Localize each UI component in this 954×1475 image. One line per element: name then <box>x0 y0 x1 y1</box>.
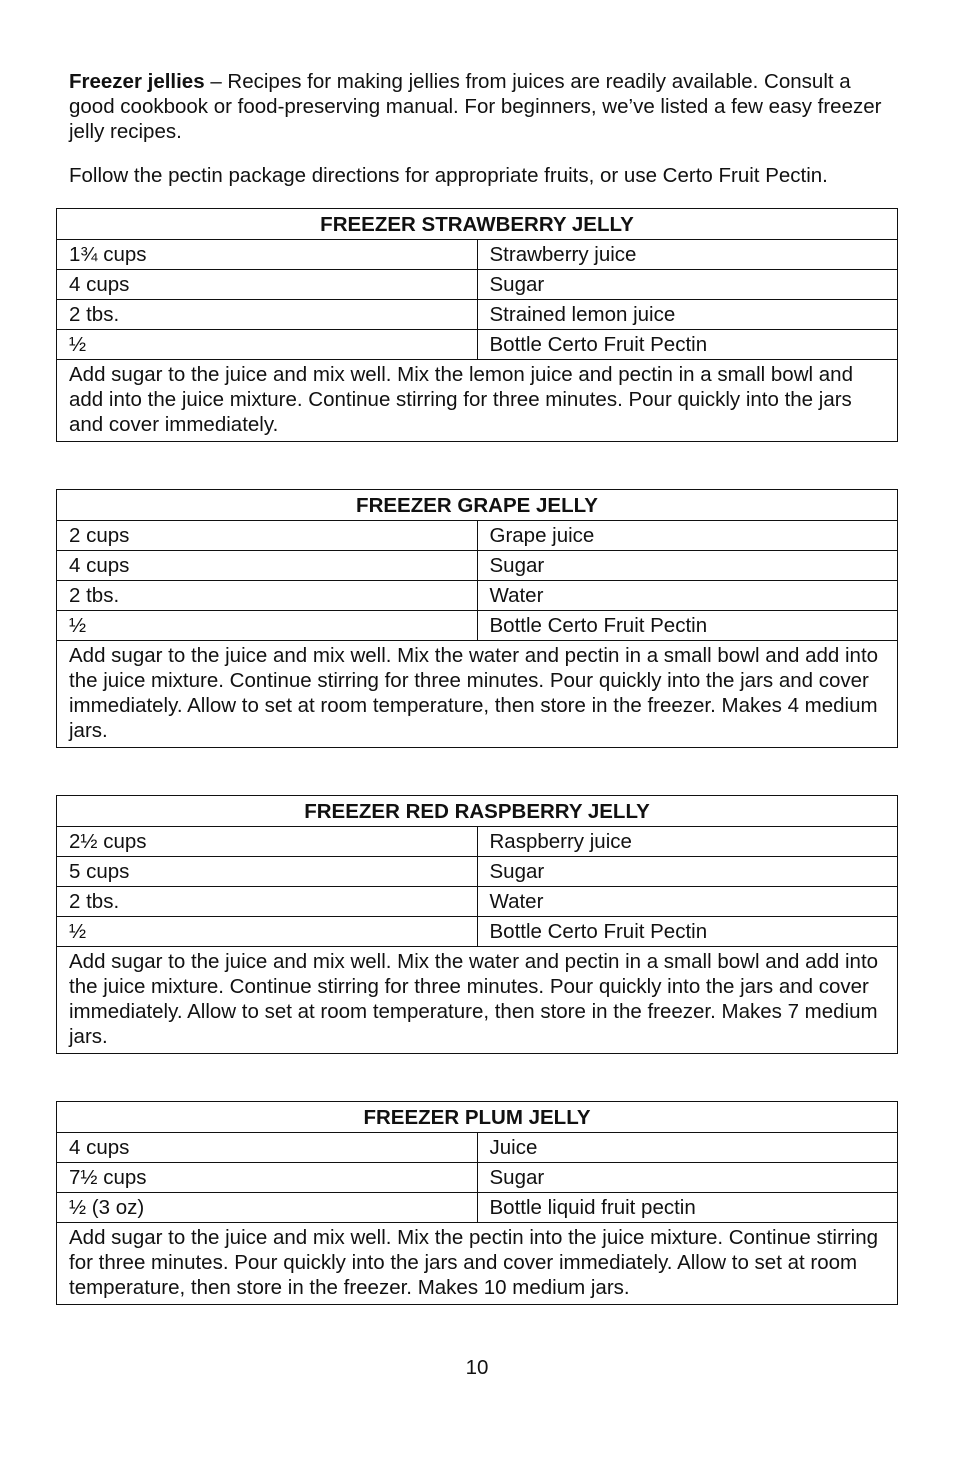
intro-text: – Recipes for making jellies from juices are readily available. Consult a good cookbook or food-preserving manual. For beginners, we’ve listed a few easy freezer jelly recipes. <box>69 70 882 143</box>
ingredient-item: Bottle Certo Fruit Pectin <box>477 917 898 947</box>
table-row <box>57 917 898 947</box>
recipe-instructions: Add sugar to the juice and mix well. Mix the lemon juice and pectin in a small bowl and add into the juice mixture. Continue stirring for three minutes. Pour quickly into the jars and cover immediately. <box>57 360 898 442</box>
table-row <box>57 1163 898 1193</box>
ingredient-item: Strained lemon juice <box>477 300 898 330</box>
ingredient-item: Sugar <box>477 270 898 300</box>
ingredient-amount: 2 cups <box>57 521 478 551</box>
recipe-table-red-raspberry <box>56 795 898 1054</box>
table-row <box>57 581 898 611</box>
table-row <box>57 887 898 917</box>
recipe-instructions: Add sugar to the juice and mix well. Mix the water and pectin in a small bowl and add into the juice mixture. Continue stirring for three minutes. Pour quickly into the jars and cover immediately. Allow to set at room temperature, then store in the freezer. Makes 4 medium jars. <box>57 641 898 748</box>
recipe-title: FREEZER RED RASPBERRY JELLY <box>57 796 898 827</box>
ingredient-amount: 5 cups <box>57 857 478 887</box>
intro-heading: Freezer jellies <box>69 70 205 93</box>
ingredient-item: Bottle Certo Fruit Pectin <box>477 611 898 641</box>
table-row <box>57 827 898 857</box>
ingredient-item: Sugar <box>477 1163 898 1193</box>
intro-paragraph <box>69 69 899 144</box>
ingredient-item: Grape juice <box>477 521 898 551</box>
follow-paragraph: Follow the pectin package directions for appropriate fruits, or use Certo Fruit Pectin. <box>69 164 828 187</box>
recipe-table-strawberry <box>56 208 898 442</box>
table-row <box>57 1193 898 1223</box>
ingredient-amount: ½ <box>57 611 478 641</box>
recipe-title: FREEZER PLUM JELLY <box>57 1102 898 1133</box>
ingredient-amount: 2½ cups <box>57 827 478 857</box>
ingredient-amount: 2 tbs. <box>57 887 478 917</box>
table-row <box>57 611 898 641</box>
ingredient-item: Bottle liquid fruit pectin <box>477 1193 898 1223</box>
ingredient-amount: ½ (3 oz) <box>57 1193 478 1223</box>
table-row <box>57 330 898 360</box>
table-row <box>57 857 898 887</box>
table-row <box>57 240 898 270</box>
ingredient-amount: ½ <box>57 917 478 947</box>
ingredient-item: Water <box>477 887 898 917</box>
recipe-title: FREEZER STRAWBERRY JELLY <box>57 209 898 240</box>
ingredient-item: Water <box>477 581 898 611</box>
ingredient-item: Strawberry juice <box>477 240 898 270</box>
ingredient-amount: ½ <box>57 330 478 360</box>
table-row <box>57 551 898 581</box>
recipe-instructions: Add sugar to the juice and mix well. Mix the water and pectin in a small bowl and add into the juice mixture. Continue stirring for three minutes. Pour quickly into the jars and cover immediately. Allow to set at room temperature, then store in the freezer. Makes 7 medium jars. <box>57 947 898 1054</box>
table-row <box>57 300 898 330</box>
table-row <box>57 521 898 551</box>
table-row <box>57 1133 898 1163</box>
ingredient-amount: 4 cups <box>57 551 478 581</box>
ingredient-item: Sugar <box>477 857 898 887</box>
ingredient-item: Bottle Certo Fruit Pectin <box>477 330 898 360</box>
recipe-table-grape <box>56 489 898 748</box>
ingredient-amount: 4 cups <box>57 270 478 300</box>
recipe-title: FREEZER GRAPE JELLY <box>57 490 898 521</box>
recipe-instructions: Add sugar to the juice and mix well. Mix the pectin into the juice mixture. Continue stirring for three minutes. Pour quickly into the jars and cover immediately. Allow to set at room temperature, then store in the freezer. Makes 10 medium jars. <box>57 1223 898 1305</box>
ingredient-item: Raspberry juice <box>477 827 898 857</box>
ingredient-amount: 7½ cups <box>57 1163 478 1193</box>
recipe-table-plum <box>56 1101 898 1305</box>
ingredient-amount: 4 cups <box>57 1133 478 1163</box>
ingredient-amount: 2 tbs. <box>57 581 478 611</box>
ingredient-amount: 1¾ cups <box>57 240 478 270</box>
page-number: 10 <box>465 1356 489 1379</box>
ingredient-item: Sugar <box>477 551 898 581</box>
table-row <box>57 270 898 300</box>
ingredient-amount: 2 tbs. <box>57 300 478 330</box>
ingredient-item: Juice <box>477 1133 898 1163</box>
